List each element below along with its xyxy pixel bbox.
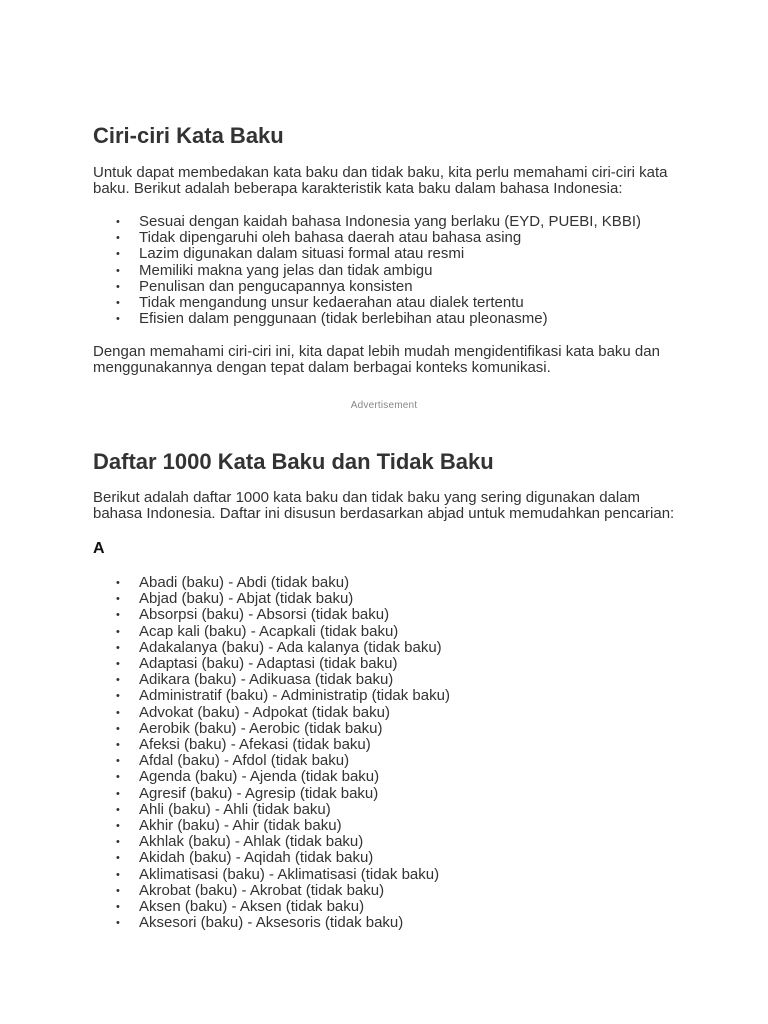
word-pair-item-text: Aerobik (baku) - Aerobic (tidak baku): [139, 719, 383, 737]
word-pair-item-text: Aksen (baku) - Aksen (tidak baku): [139, 898, 365, 916]
feature-item: [116, 229, 641, 247]
word-pair-item-text: Acap kali (baku) - Acapkali (tidak baku): [139, 622, 399, 640]
feature-item-text: Efisien dalam penggunaan (tidak berlebihan atau pleonasme): [139, 310, 548, 328]
word-pair-item: [116, 719, 450, 737]
word-pair-item: [116, 849, 450, 867]
bullet-icon: •: [116, 901, 120, 914]
word-pair-item: [116, 752, 450, 770]
word-pair-item-text: Abjad (baku) - Abjat (tidak baku): [139, 590, 354, 608]
word-pair-item: [116, 671, 450, 689]
word-pair-item: [116, 606, 450, 624]
bullet-icon: •: [116, 280, 120, 293]
bullet-icon: •: [116, 706, 120, 719]
bullet-icon: •: [116, 641, 120, 654]
word-pair-item-text: Aklimatisasi (baku) - Aklimatisasi (tidak baku): [139, 865, 440, 883]
bullet-icon: •: [116, 755, 120, 768]
word-pair-item: [116, 687, 450, 705]
word-pair-item: [116, 800, 450, 818]
advertisement-label: Advertisement: [350, 400, 418, 411]
bullet-icon: •: [116, 674, 120, 687]
feature-item: [116, 277, 641, 295]
feature-item: [116, 294, 641, 312]
word-pair-item-text: Adakalanya (baku) - Ada kalanya (tidak baku): [139, 638, 442, 656]
word-pair-item-text: Agresif (baku) - Agresip (tidak baku): [139, 784, 379, 802]
bullet-icon: •: [116, 884, 120, 897]
bullet-icon: •: [116, 868, 120, 881]
feature-item-text: Sesuai dengan kaidah bahasa Indonesia yang berlaku (EYD, PUEBI, KBBI): [139, 213, 641, 230]
word-pair-item: [116, 574, 450, 591]
word-pair-item: [116, 784, 450, 802]
bullet-icon: •: [116, 917, 120, 930]
feature-item: [116, 213, 641, 230]
word-pair-item-text: Adikara (baku) - Adikuasa (tidak baku): [139, 671, 394, 689]
word-pair-item-text: Administratif (baku) - Administratip (tidak baku): [139, 687, 450, 705]
word-pair-item: [116, 703, 450, 721]
word-pair-item: [116, 898, 450, 916]
letter-heading: A: [93, 540, 105, 557]
bullet-icon: •: [116, 297, 120, 310]
word-pair-item: [116, 817, 450, 835]
bullet-icon: •: [116, 264, 120, 277]
bullet-icon: •: [116, 248, 120, 261]
word-pair-item: [116, 590, 450, 608]
word-pair-item-text: Abadi (baku) - Abdi (tidak baku): [139, 574, 350, 591]
word-pair-item-text: Afdal (baku) - Afdol (tidak baku): [139, 752, 350, 770]
word-pair-item-text: Ahli (baku) - Ahli (tidak baku): [139, 800, 331, 818]
feature-item-text: Penulisan dan pengucapannya konsisten: [139, 277, 413, 295]
word-pair-item: [116, 881, 450, 899]
bullet-icon: •: [116, 313, 120, 326]
word-pair-item-text: Akrobat (baku) - Akrobat (tidak baku): [139, 881, 385, 899]
bullet-icon: •: [116, 803, 120, 816]
bullet-icon: •: [116, 609, 120, 622]
feature-item-text: Memiliki makna yang jelas dan tidak ambigu: [139, 261, 433, 279]
word-pair-item-text: Akhir (baku) - Ahir (tidak baku): [139, 817, 342, 835]
list-intro-paragraph: Berikut adalah daftar 1000 kata baku dan tidak baku yang sering digunakan dalam bahasa Indonesia. Daftar ini disusun berdasarkan abjad untuk memudahkan pencarian:: [93, 489, 675, 523]
word-pair-item: [116, 655, 450, 673]
word-pair-item-text: Afeksi (baku) - Afekasi (tidak baku): [139, 736, 371, 754]
word-pair-item-text: Advokat (baku) - Adpokat (tidak baku): [139, 703, 390, 721]
bullet-icon: •: [116, 852, 120, 865]
bullet-icon: •: [116, 232, 120, 245]
section-title-daftar: Daftar 1000 Kata Baku dan Tidak Baku: [93, 449, 494, 474]
word-pair-item-text: Adaptasi (baku) - Adaptasi (tidak baku): [139, 655, 398, 673]
word-pair-item-text: Aksesori (baku) - Aksesoris (tidak baku): [139, 914, 404, 932]
word-pair-item: [116, 914, 450, 932]
bullet-icon: •: [116, 787, 120, 800]
bullet-icon: •: [116, 625, 120, 638]
bullet-icon: •: [116, 771, 120, 784]
bullet-icon: •: [116, 820, 120, 833]
bullet-icon: •: [116, 658, 120, 671]
feature-item-text: Lazim digunakan dalam situasi formal atau resmi: [139, 245, 465, 263]
word-pair-item: [116, 736, 450, 754]
section-intro-paragraph: Untuk dapat membedakan kata baku dan tidak baku, kita perlu memahami ciri-ciri kata baku. Berikut adalah beberapa karakteristik kata baku dalam bahasa Indonesia:: [93, 164, 668, 198]
section-title-ciri-ciri: Ciri-ciri Kata Baku: [93, 123, 284, 148]
word-pair-item-text: Absorpsi (baku) - Absorsi (tidak baku): [139, 606, 390, 624]
word-pair-item: [116, 768, 450, 786]
word-pair-item: [116, 865, 450, 883]
bullet-icon: •: [116, 836, 120, 849]
bullet-icon: •: [116, 577, 120, 589]
word-pair-item-text: Akidah (baku) - Aqidah (tidak baku): [139, 849, 374, 867]
section-conclusion-paragraph: Dengan memahami ciri-ciri ini, kita dapat lebih mudah mengidentifikasi kata baku dan menggunakannya dengan tepat dalam berbagai konteks komunikasi.: [93, 343, 660, 377]
word-pair-item-text: Agenda (baku) - Ajenda (tidak baku): [139, 768, 380, 786]
word-pair-item-text: Akhlak (baku) - Ahlak (tidak baku): [139, 833, 364, 851]
bullet-icon: •: [116, 690, 120, 703]
feature-item-text: Tidak mengandung unsur kedaerahan atau dialek tertentu: [139, 294, 524, 312]
features-list: [93, 214, 641, 327]
bullet-icon: •: [116, 216, 120, 228]
word-pair-item: [116, 622, 450, 640]
feature-item: [116, 245, 641, 263]
bullet-icon: •: [116, 722, 120, 735]
feature-item-text: Tidak dipengaruhi oleh bahasa daerah atau bahasa asing: [139, 229, 522, 247]
feature-item: [116, 310, 641, 328]
word-list: [93, 575, 450, 931]
word-pair-item: [116, 833, 450, 851]
word-pair-item: [116, 638, 450, 656]
bullet-icon: •: [116, 739, 120, 752]
bullet-icon: •: [116, 593, 120, 606]
feature-item: [116, 261, 641, 279]
